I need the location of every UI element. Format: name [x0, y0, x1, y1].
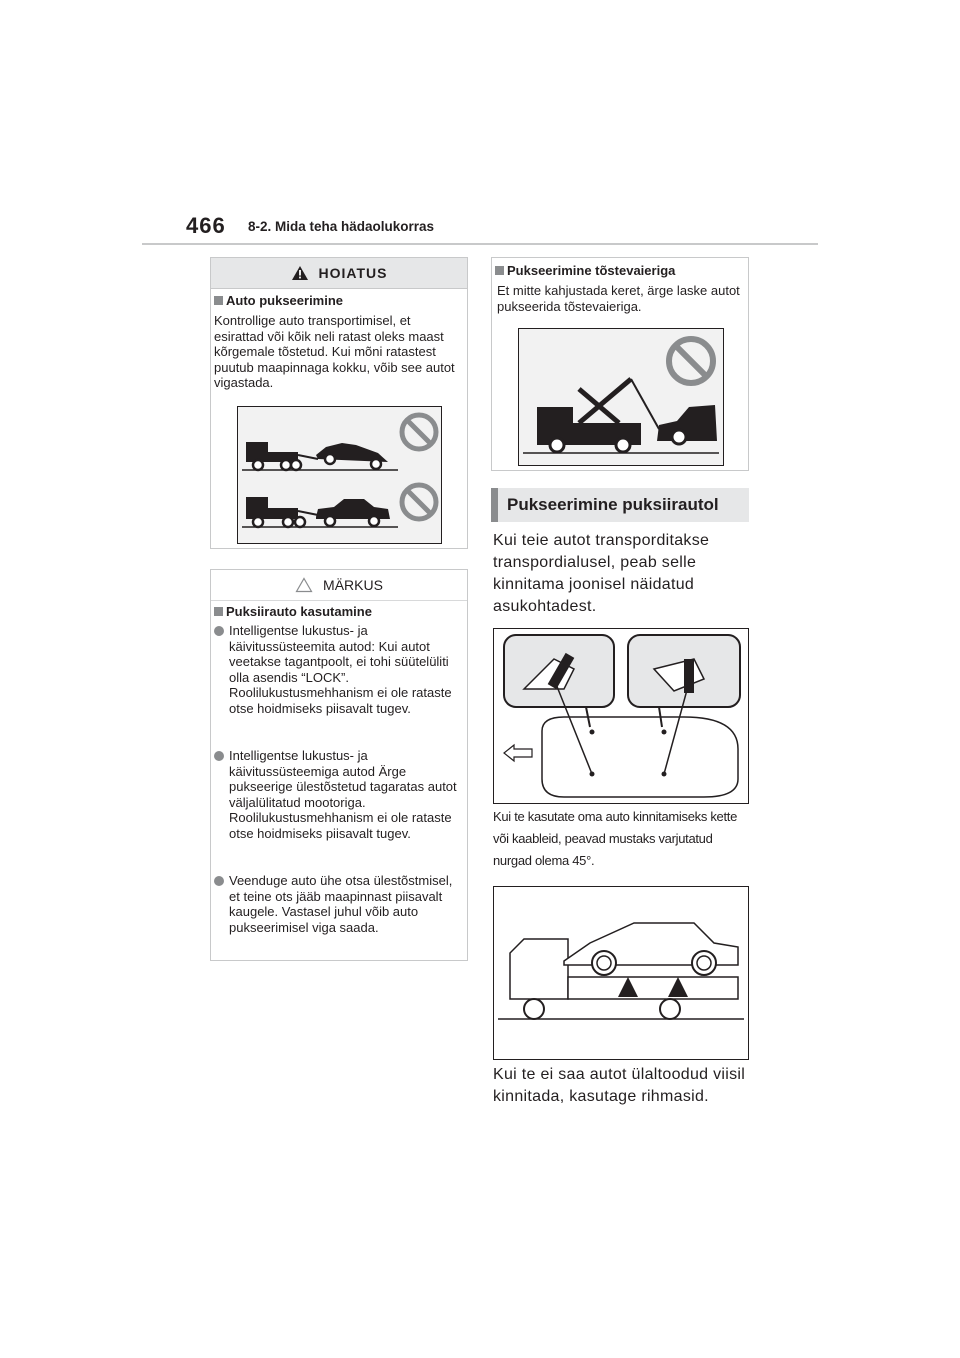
bullet-dot-icon: [214, 876, 224, 886]
lift-subheading: [495, 263, 675, 278]
section-title: 8-2. Mida teha hädaolukorras: [248, 219, 435, 234]
warning-box: [210, 257, 468, 549]
notice-subheading-text: Puksiirauto kasutamine: [226, 604, 372, 619]
tie-down-caption: Kui te kasutate oma auto kinnitamiseks kette või kaableid, peavad mustaks varjutatud nurgad olema 45°.: [493, 809, 738, 868]
lift-box: [491, 257, 749, 471]
flatbed-truck-drawing: [494, 887, 748, 1059]
header-rule: [142, 243, 818, 245]
flatbed-illustration: [493, 886, 749, 1060]
notice-box: [210, 569, 468, 961]
notice-bullet: [214, 748, 460, 841]
square-bullet-icon: [214, 296, 223, 305]
direction-arrow-icon: [504, 745, 532, 761]
lift-illustration: [518, 328, 724, 466]
square-bullet-icon: [214, 607, 223, 616]
notice-bullet-text: Intelligentse lukustus- ja käivitussüsteemiga autod Ärge pukseerige ülestõstetud tagaratas autot väljalülitatud mootoriga. Roolilukustusmehhanism ei ole rataste otse hoidmiseks piisavalt tugev.: [229, 748, 457, 841]
notice-box-title: MÄRKUS: [323, 577, 383, 593]
page-number: 466: [186, 213, 226, 238]
warning-text: Kontrollige auto transportimisel, et esirattad või kõik neli ratast oleks maast kõrgemale tõstetud. Kui mõni ratastest puutub maapinnaga kokku, võib see autot vigastada.: [214, 313, 455, 390]
warning-subheading-text: Auto pukseerimine: [226, 293, 344, 308]
flatbed-intro: Kui teie autot transporditakse transpordialusel, peab selle kinnitama joonisel näidatud asukohtadest.: [493, 532, 710, 615]
tie-down-illustration: [493, 628, 749, 804]
square-bullet-icon: [495, 266, 504, 275]
prohibition-icon: [402, 485, 436, 519]
flatbed-heading: [491, 488, 749, 522]
tie-down-points-drawing: [494, 629, 748, 803]
wheel-lift-drawing: [519, 329, 723, 465]
warning-box-title: HOIATUS: [318, 265, 388, 281]
prohibition-icon: [402, 415, 436, 449]
towing-illustration: [237, 406, 442, 544]
bullet-dot-icon: [214, 626, 224, 636]
flatbed-closing: Kui te ei saa autot ülaltoodud viisil kinnitada, kasutage rihmasid.: [493, 1066, 746, 1105]
notice-box-header: [211, 570, 467, 601]
lift-subheading-text: Pukseerimine tõstevaieriga: [507, 263, 676, 278]
notice-bullet-text: Intelligentse lukustus- ja käivitussüsteemita autod: Kui autot veetakse tagantpoolt, ei tohi süütelüliti olla asendis “LOCK”. Roolilukustusmehhanism ei ole rataste otse hoidmiseks piisavalt tugev.: [229, 623, 452, 716]
notice-subheading: [214, 604, 372, 619]
notice-bullet: [214, 873, 460, 935]
heading-accent: [491, 488, 498, 522]
flatbed-heading-text: Pukseerimine puksiirautol: [507, 495, 719, 514]
notice-bullet-text: Veenduge auto ühe otsa ülestõstmisel, et teine ots jääb maapinnast piisavalt kaugele. Vastasel juhul võib auto pukseerimisel viga saada.: [229, 873, 453, 935]
tow-prohibited-drawing: [238, 407, 441, 543]
bullet-dot-icon: [214, 751, 224, 761]
warning-subheading: [214, 293, 343, 308]
lift-text: Et mitte kahjustada keret, ärge laske autot pukseerida tõstevaieriga.: [497, 283, 740, 314]
warning-box-header: [211, 258, 467, 289]
prohibition-icon: [669, 339, 713, 383]
notice-bullet: [214, 623, 460, 716]
warning-triangle-icon: [291, 265, 309, 281]
caution-triangle-icon: [295, 577, 313, 593]
